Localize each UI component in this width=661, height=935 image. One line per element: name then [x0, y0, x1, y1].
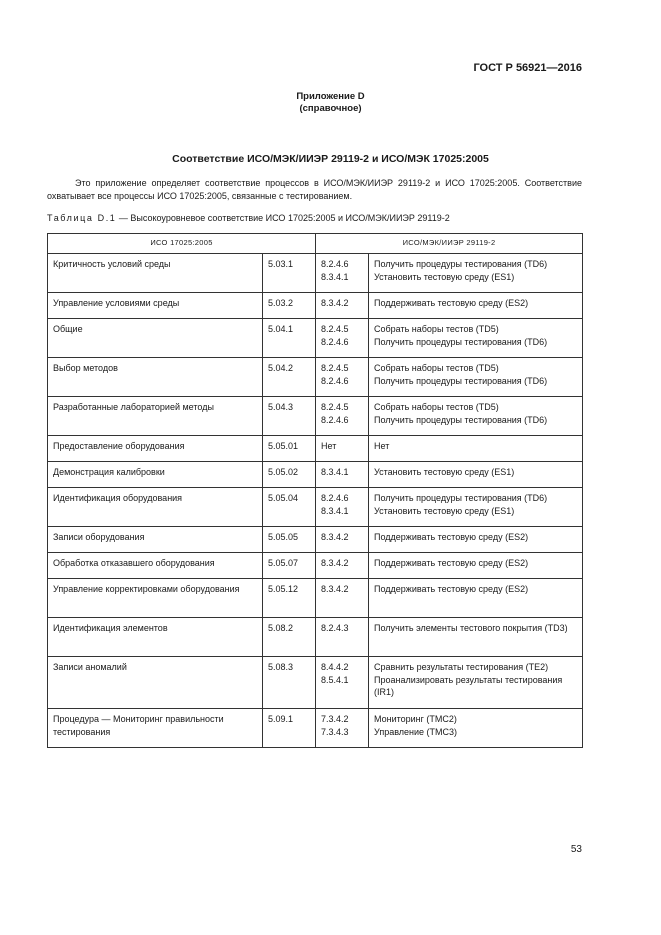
iso29119-clause: 8.2.4.5 [321, 402, 349, 412]
requirement-name: Идентификация элементов [48, 618, 263, 657]
iso29119-clauses [316, 553, 369, 579]
header-iso29119: ИСО/МЭК/ИИЭР 29119-2 [316, 234, 583, 254]
iso29119-clauses [316, 579, 369, 618]
iso29119-clause: 8.3.4.1 [321, 271, 349, 282]
iso29119-processes [369, 358, 583, 397]
iso29119-clause: 8.2.4.3 [321, 623, 349, 633]
annex-title: Приложение D [296, 91, 365, 102]
iso29119-clause: 8.3.4.2 [321, 298, 349, 308]
table-row [48, 618, 583, 657]
iso29119-clause: 8.3.4.2 [321, 558, 349, 568]
iso29119-processes [369, 618, 583, 657]
process-name: Собрать наборы тестов (TD5) [374, 363, 499, 373]
table-row [48, 319, 583, 358]
requirement-name: Управление условиями среды [48, 293, 263, 319]
iso29119-clause: 8.3.4.2 [321, 584, 349, 594]
page-number: 53 [570, 844, 582, 855]
requirement-name: Предоставление оборудования [48, 436, 263, 462]
requirement-name: Записи оборудования [48, 527, 263, 553]
iso17025-clause: 5.05.02 [263, 462, 316, 488]
iso29119-clauses [316, 657, 369, 709]
process-name: Управление (TMC3) [374, 726, 458, 737]
iso17025-clause: 5.08.3 [263, 657, 316, 709]
requirement-name: Идентификация оборудования [48, 488, 263, 527]
process-name: Собрать наборы тестов (TD5) [374, 324, 499, 334]
iso29119-clauses [316, 618, 369, 657]
process-name: Установить тестовую среду (ES1) [374, 467, 515, 477]
correspondence-table [47, 233, 583, 748]
table-row [48, 254, 583, 293]
annex-heading [0, 91, 661, 115]
header-iso17025: ИСО 17025:2005 [48, 234, 316, 254]
iso29119-clause: 8.3.4.1 [321, 505, 349, 516]
process-name: Собрать наборы тестов (TD5) [374, 402, 499, 412]
table-body [48, 254, 583, 748]
iso17025-clause: 5.05.05 [263, 527, 316, 553]
process-name: Проанализировать результаты тестирования (IR1) [374, 674, 563, 697]
process-name: Установить тестовую среду (ES1) [374, 505, 515, 516]
table-row [48, 527, 583, 553]
iso29119-clauses [316, 293, 369, 319]
iso29119-clause: 8.2.4.6 [321, 493, 349, 503]
iso29119-clause: Нет [321, 441, 337, 451]
table-caption-label: Таблица D.1 [47, 213, 117, 223]
requirement-name: Записи аномалий [48, 657, 263, 709]
iso29119-processes [369, 709, 583, 748]
iso29119-clause: 7.3.4.3 [321, 726, 349, 737]
iso17025-clause: 5.08.2 [263, 618, 316, 657]
iso29119-clause: 8.2.4.6 [321, 375, 349, 386]
table-row [48, 293, 583, 319]
iso29119-processes [369, 553, 583, 579]
intro-paragraph: Это приложение определяет соответствие процессов в ИСО/МЭК/ИИЭР 29119-2 и ИСО 17025:2005. Соответствие охватывает все процессы ИСО 17025:2005, связанные с тестированием. [47, 178, 582, 201]
iso29119-clauses [316, 488, 369, 527]
iso29119-clause: 8.2.4.6 [321, 259, 349, 269]
section-title: Соответствие ИСО/МЭК/ИИЭР 29119-2 и ИСО/МЭК 17025:2005 [172, 153, 489, 165]
iso17025-clause: 5.05.07 [263, 553, 316, 579]
iso29119-clause: 8.3.4.1 [321, 467, 349, 477]
iso29119-clause: 8.2.4.5 [321, 324, 349, 334]
table-row [48, 657, 583, 709]
requirement-name: Выбор методов [48, 358, 263, 397]
iso29119-processes [369, 319, 583, 358]
process-name: Мониторинг (TMC2) [374, 714, 457, 724]
process-name: Получить процедуры тестирования (TD6) [374, 493, 548, 503]
iso17025-clause: 5.03.2 [263, 293, 316, 319]
annex-subtitle: (справочное) [299, 103, 362, 114]
process-name: Получить процедуры тестирования (TD6) [374, 336, 548, 347]
iso29119-processes [369, 527, 583, 553]
iso29119-clause: 8.4.4.2 [321, 662, 349, 672]
iso29119-clauses [316, 462, 369, 488]
requirement-name: Управление корректировками оборудования [48, 579, 263, 618]
process-name: Поддерживать тестовую среду (ES2) [374, 558, 529, 568]
process-name: Сравнить результаты тестирования (TE2) [374, 662, 549, 672]
iso29119-clause: 8.2.4.5 [321, 363, 349, 373]
table-row [48, 462, 583, 488]
iso29119-processes [369, 488, 583, 527]
table-caption [47, 213, 587, 223]
iso17025-clause: 5.05.04 [263, 488, 316, 527]
iso29119-clause: 8.2.4.6 [321, 336, 349, 347]
iso29119-clauses [316, 319, 369, 358]
process-name: Установить тестовую среду (ES1) [374, 271, 515, 282]
iso17025-clause: 5.05.01 [263, 436, 316, 462]
iso17025-clause: 5.03.1 [263, 254, 316, 293]
process-name: Поддерживать тестовую среду (ES2) [374, 584, 529, 594]
iso17025-clause: 5.04.3 [263, 397, 316, 436]
iso29119-processes [369, 657, 583, 709]
iso29119-clause: 8.2.4.6 [321, 414, 349, 425]
requirement-name: Критичность условий среды [48, 254, 263, 293]
iso29119-processes [369, 436, 583, 462]
iso29119-clause: 8.3.4.2 [321, 532, 349, 542]
iso29119-clauses [316, 254, 369, 293]
table-caption-text: — Высокоуровневое соответствие ИСО 17025:2005 и ИСО/МЭК/ИИЭР 29119-2 [116, 213, 450, 223]
table-row [48, 397, 583, 436]
document-code: ГОСТ Р 56921—2016 [473, 62, 582, 74]
iso29119-clause: 8.5.4.1 [321, 674, 349, 685]
iso29119-processes [369, 579, 583, 618]
iso29119-processes [369, 462, 583, 488]
iso29119-processes [369, 293, 583, 319]
requirement-name: Процедура — Мониторинг правильности тестирования [48, 709, 263, 748]
requirement-name: Разработанные лабораторией методы [48, 397, 263, 436]
table-row [48, 709, 583, 748]
table-header-row [48, 234, 583, 254]
iso17025-clause: 5.04.1 [263, 319, 316, 358]
table-row [48, 436, 583, 462]
process-name: Поддерживать тестовую среду (ES2) [374, 298, 529, 308]
iso29119-clause: 7.3.4.2 [321, 714, 349, 724]
iso29119-processes [369, 254, 583, 293]
process-name: Получить процедуры тестирования (TD6) [374, 375, 548, 386]
iso29119-clauses [316, 436, 369, 462]
requirement-name: Демонстрация калибровки [48, 462, 263, 488]
iso29119-processes [369, 397, 583, 436]
process-name: Поддерживать тестовую среду (ES2) [374, 532, 529, 542]
table-row [48, 553, 583, 579]
process-name: Получить процедуры тестирования (TD6) [374, 414, 548, 425]
iso17025-clause: 5.09.1 [263, 709, 316, 748]
iso29119-clauses [316, 358, 369, 397]
iso29119-clauses [316, 397, 369, 436]
iso29119-clauses [316, 709, 369, 748]
iso29119-clauses [316, 527, 369, 553]
process-name: Получить элементы тестового покрытия (TD3) [374, 623, 568, 633]
iso17025-clause: 5.05.12 [263, 579, 316, 618]
table-row [48, 488, 583, 527]
process-name: Получить процедуры тестирования (TD6) [374, 259, 548, 269]
requirement-name: Общие [48, 319, 263, 358]
iso17025-clause: 5.04.2 [263, 358, 316, 397]
table-row [48, 358, 583, 397]
table-row [48, 579, 583, 618]
requirement-name: Обработка отказавшего оборудования [48, 553, 263, 579]
process-name: Нет [374, 441, 390, 451]
